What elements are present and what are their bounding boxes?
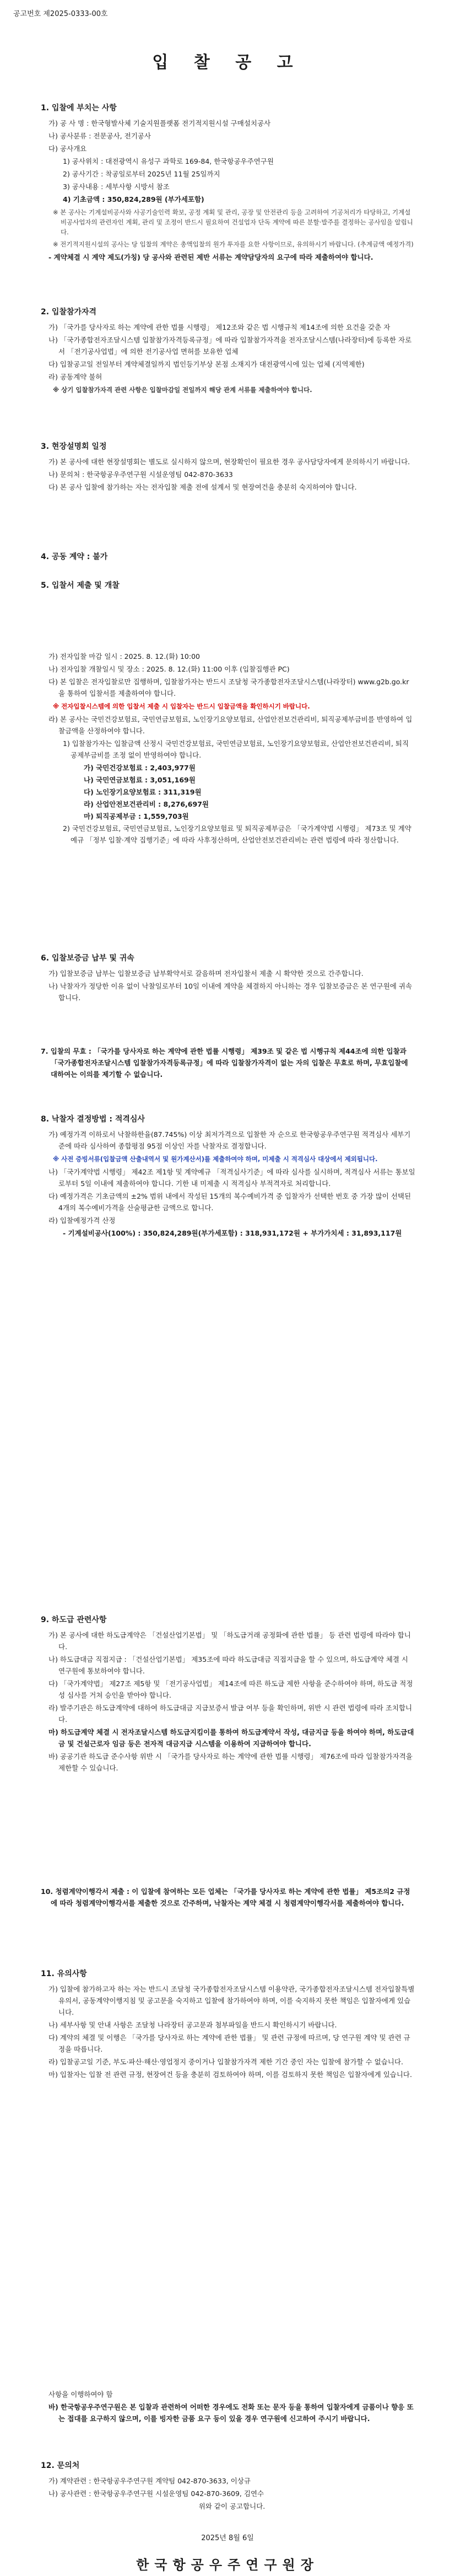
section-integrity-pledge	[41, 1886, 415, 1910]
list-item: 가) 본 공사에 대한 현장설명회는 별도로 실시하지 않으며, 현장확인이 필요한 경우 공사담당자에게 문의하시기 바랍니다.	[48, 458, 410, 466]
amount-row: 다) 노인장기요양보험료 : 311,319원	[84, 788, 202, 796]
section-heading: 12. 문의처	[41, 2461, 80, 2470]
list-item: 가) 본 공사에 대한 하도급계약은 「건설산업기본법」 및 「하도급거래 공정화에 관한 법률」 등 관련 법령에 따라야 합니다.	[48, 1631, 411, 1651]
section-site-briefing	[41, 441, 415, 494]
notice-number: 공고번호 제2025-0333-00호	[13, 10, 108, 18]
list-item: 가) 입찰보증금 납부는 입찰보증금 납부확약서로 갈음하며 전자입찰서 제출 시 확약한 것으로 간주합니다.	[48, 969, 364, 978]
list-item: 라) 입찰공고일 기준, 부도·파산·해산·영업정지 중이거나 입찰참가자격 제한 기간 중인 자는 입찰에 참가할 수 없습니다.	[48, 2058, 403, 2066]
section-submission-body	[41, 651, 415, 847]
list-item: 라) 발주기관은 하도급계약에 대하여 하도급대금 지급보증서 발급 여부 등을 확인하며, 위반 시 관련 법령에 따라 조치합니다.	[48, 1704, 413, 1724]
list-item: 2) 국민건강보험료, 국민연금보험료, 노인장기요양보험료 및 퇴직공제부금은 「국가계약법 시행령」 제73조 및 계약예규 「정부 입찰·계약 집행기준」에 따라 사후정산하며, 산업안전보건관리비는 관련 법령에 따라 정산합니다.	[63, 824, 411, 844]
list-item: 다) 본 입찰은 전자입찰로만 집행하며, 입찰참가자는 반드시 조달청 국가종합전자조달시스템(나라장터) www.g2b.go.kr을 통하여 입찰서를 제출하여야 합니다.	[48, 678, 409, 697]
section-heading: 3. 현장설명회 일정	[41, 442, 107, 451]
list-item: 마) 하도급계약 체결 시 전자조달시스템 하도급지킴이를 통하여 하도급계약서 작성, 대금지급 등을 하여야 하며, 하도급대금 및 건설근로자 임금 등은 전자적 대금지급 시스템을 이용하여 지급하여야 합니다.	[48, 1728, 414, 1748]
section-bid-items	[41, 103, 415, 264]
section-heading: 1. 입찰에 부치는 사항	[41, 104, 117, 112]
section-heading: 2. 입찰참가자격	[41, 308, 97, 316]
section-heading: 11. 유의사항	[41, 1969, 87, 1978]
contact-contract: 가) 계약관련 : 한국항공우주연구원 계약팀 042-870-3633, 이상규	[48, 2477, 251, 2485]
announcement-date: 2025년 8월 6일	[201, 2534, 254, 2542]
section-cautions	[41, 1968, 415, 2081]
section-heading: 10. 청렴계약이행각서 제출 : 이 입찰에 참여하는 모든 업체는 「국가를 당사자로 하는 계약에 관한 법률」 제5조의2 규정에 따라 청렴계약이행각서를 제출한 것으로 간주하며, 낙찰자는 계약 체결 시 청렴계약이행각서를 제출하여야 합니다.	[41, 1887, 410, 1907]
list-item: 가) 입찰에 참가하고자 하는 자는 반드시 조달청 국가종합전자조달시스템 이용약관, 국가종합전자조달시스템 전자입찰특별유의서, 공동계약이행지침 및 공고문을 숙지하고 입찰에 참가하여야 하며, 이를 숙지하지 못한 책임은 입찰자에게 있습니다.	[48, 1985, 415, 2016]
list-item: 라) 공동계약 불허	[48, 373, 102, 381]
amount-row: 라) 산업안전보건관리비 : 8,276,697원	[84, 800, 209, 808]
list-item: 나) 전자입찰 개찰일시 및 장소 : 2025. 8. 12.(화) 11:00 이후 (입찰집행관 PC)	[48, 665, 290, 673]
ethics-notice: 바) 한국항공우주연구원은 본 입찰과 관련하여 어떠한 경우에도 전화 또는 문자 등을 통하여 입찰자에게 금품이나 향응 또는 접대를 요구하지 않으며, 이를 빙자한 금품 요구 등이 있을 경우 연구원에 신고하여 주시기 바랍니다.	[48, 2403, 414, 2423]
list-item: 나) 「국가종합전자조달시스템 입찰참가자격등록규정」에 따라 입찰참가자격을 전자조달시스템(나라장터)에 등록한 자로서 「전기공사업법」에 의한 전기공사업 면허를 보유한 업체	[48, 336, 412, 356]
work-category: 나) 공사분류 : 전문공사, 전기공사	[48, 132, 151, 140]
section-heading: 5. 입찰서 제출 및 개찰	[41, 581, 120, 590]
announcement-closing: 위와 같이 공고합니다.	[198, 2502, 266, 2510]
section-heading: 7. 입찰의 무효 : 「국가를 당사자로 하는 계약에 관한 법률 시행령」 제39조 및 같은 법 시행규칙 제44조에 의한 입찰과 「국가종합전자조달시스템 입찰참가자격등록규정」에 따라 입찰참가자격이 없는 자의 입찰은 무효로 하며, 무효입찰에 대하여는 이의를 제기할 수 없습니다.	[41, 1047, 408, 1078]
list-item: 라) 입찰예정가격 산정	[48, 1216, 116, 1225]
note-text: ※ 전자입찰시스템에 의한 입찰서 제출 시 입찰자는 반드시 입찰금액을 확인하시기 바랍니다.	[53, 702, 310, 710]
section-eligibility	[41, 307, 415, 397]
base-amount: 4) 기초금액 : 350,824,289원 (부가세포함)	[63, 195, 204, 203]
list-item: 다) 예정가격은 기초금액의 ±2% 범위 내에서 작성된 15개의 복수예비가격 중 입찰자가 선택한 번호 중 가장 많이 선택된 4개의 복수예비가격을 산술평균한 금액으로 합니다.	[48, 1192, 411, 1212]
section-bid-bond	[41, 953, 415, 1005]
list-item: 라) 본 공사는 국민건강보험료, 국민연금보험료, 노인장기요양보험료, 산업안전보건관리비, 퇴직공제부금비를 반영하여 입찰금액을 산정하여야 합니다.	[48, 715, 413, 735]
project-name: 가) 공 사 명 : 한국형발사체 기술지원플랫폼 전기적지원시설 구매설치공사	[48, 119, 271, 127]
list-item: 나) 낙찰자가 정당한 이유 없이 낙찰일로부터 10일 이내에 계약을 체결하지 아니하는 경우 입찰보증금은 본 연구원에 귀속합니다.	[48, 982, 412, 1002]
list-item: 가) 예정가격 이하로서 낙찰하한율(87.745%) 이상 최저가격으로 입찰한 자 순으로 한국항공우주연구원 적격심사 세부기준에 따라 심사하여 종합평점 95점 이상인 자를 낙찰자로 결정합니다.	[48, 1130, 411, 1150]
note-text: ※ 전기적지원시설의 공사는 당 입찰의 계약은 총액입찰의 원가 투자를 요한 사항이므로, 유의하시기 바랍니다. (추계금액 예정가격)	[53, 240, 414, 248]
list-item: 나) 세부사항 및 안내 사항은 조달청 나라장터 공고문과 첨부파일을 반드시 확인하시기 바랍니다.	[48, 2021, 337, 2029]
list-item: 나) 하도급대금 직접지급 : 「건설산업기본법」 제35조에 따라 하도급대금 직접지급을 할 수 있으며, 하도급계약 체결 시 연구원에 통보하여야 합니다.	[48, 1655, 408, 1675]
section-heading: 8. 낙찰자 결정방법 : 적격심사	[41, 1115, 145, 1124]
amount-row: 가) 국민건강보험료 : 2,403,977원	[84, 764, 196, 772]
list-item: 다) 「국가계약법」 제27조 제5항 및 「전기공사업법」 제14조에 따른 하도급 제한 사항을 준수하여야 하며, 하도급 적정성 심사를 거쳐 승인을 받아야 합니다.	[48, 1679, 413, 1699]
list-item: 1) 입찰참가자는 입찰금액 산정시 국민건강보험료, 국민연금보험료, 노인장기요양보험료, 산업안전보건관리비, 퇴직공제부금비를 조정 없이 반영하여야 합니다.	[63, 739, 409, 759]
amount-row: - 기계설비공사(100%) : 350,824,289원(부가세포함) : 318,931,172원 + 부가가치세 : 31,893,117원	[63, 1229, 402, 1237]
section-contact	[41, 2460, 415, 2513]
list-item: 마) 입찰자는 입찰 전 관련 규정, 현장여건 등을 충분히 검토하여야 하며, 이를 검토하지 못한 책임은 입찰자에게 있습니다.	[48, 2070, 412, 2079]
post-note: - 계약체결 시 계약 제도(가칭) 당 공사와 관련된 제반 서류는 계약담당자의 요구에 따라 제출하여야 합니다.	[48, 253, 373, 261]
work-period: 2) 공사기간 : 착공일로부터 2025년 11월 25일까지	[63, 170, 220, 178]
section-subcontract	[41, 1614, 415, 1775]
list-item: 다) 입찰공고일 전일부터 계약체결일까지 법인등기부상 본점 소재지가 대전광역시에 있는 업체 (지역제한)	[48, 360, 365, 368]
amount-row: 마) 퇴직공제부금 : 1,559,703원	[84, 812, 189, 820]
work-overview: 다) 공사개요	[48, 144, 87, 153]
note-text: ※ 사전 증빙서류(입찰금액 산출내역서 및 원가계산서)를 제출하여야 하며, 미제출 시 적격심사 대상에서 제외됩니다.	[53, 1155, 378, 1163]
section-invalid-bids	[41, 1045, 415, 1081]
section-submission	[41, 580, 415, 595]
section-award-method	[41, 1114, 415, 1240]
list-item: 가) 전자입찰 마감 일시 : 2025. 8. 12.(화) 10:00	[48, 652, 200, 661]
note-text: ※ 본 공사는 기계설비공사와 사공기술인력 확보, 공정 계획 및 관리, 공장 및 안전관리 등을 고려하여 기공처리가 타당하고, 기계설비공사업자의 관련자인 계획, 관리 및 조정이 반드시 필요하여 건설업자 단독 계약에 따른 분할·발주를 결정하는 공사임을 알립니다.	[53, 208, 413, 236]
list-item: 다) 계약의 체결 및 이행은 「국가를 당사자로 하는 계약에 관한 법률」 및 관련 규정에 따르며, 당 연구원 계약 및 관련 규정을 따릅니다.	[48, 2033, 410, 2053]
work-content: 3) 공사내용 : 세부사항 시방서 참조	[63, 183, 170, 191]
contact-construction: 나) 공사관련 : 한국항공우주연구원 시설운영팀 042-870-3609, 김연수	[48, 2489, 264, 2498]
page-title: 입 찰 공 고	[152, 53, 303, 72]
list-item: 다) 본 공사 입찰에 참가하는 자는 전자입찰 제출 전에 설계서 및 현장여건을 충분히 숙지하여야 합니다.	[48, 483, 357, 491]
amount-row: 나) 국민연금보험료 : 3,051,169원	[84, 776, 196, 784]
list-item: 사항을 이행하여야 함	[48, 2390, 113, 2398]
work-location: 1) 공사위치 : 대전광역시 유성구 과학로 169-84, 한국항공우주연구원	[63, 157, 274, 165]
section-heading: 6. 입찰보증금 납부 및 귀속	[41, 954, 134, 963]
section-cautions-continued	[41, 2389, 415, 2425]
note-text: ※ 상기 입찰참가자격 관련 사항은 입찰마감일 전일까지 해당 관계 서류를 제출하여야 합니다.	[53, 386, 312, 394]
section-joint-contract	[41, 551, 415, 566]
list-item: 나) 문의처 : 한국항공우주연구원 시설운영팀 042-870-3633	[48, 470, 233, 479]
section-heading: 4. 공동 계약 : 불가	[41, 552, 108, 561]
section-heading: 9. 하도급 관련사항	[41, 1616, 107, 1624]
list-item: 나) 「국가계약법 시행령」 제42조 제1항 및 계약예규 「적격심사기준」에 따라 심사를 실시하며, 적격심사 서류는 통보일로부터 5일 이내에 제출하여야 합니다. 기한 내 미제출 시 적격심사 부적격자로 처리합니다.	[48, 1168, 415, 1188]
issuing-organization: 한국항공우주연구원장	[136, 2557, 319, 2573]
list-item: 가) 「국가를 당사자로 하는 계약에 관한 법률 시행령」 제12조와 같은 법 시행규칙 제14조에 의한 요건을 갖춘 자	[48, 323, 391, 331]
list-item: 바) 공공기관 하도급 준수사항 위반 시 「국가를 당사자로 하는 계약에 관한 법률 시행령」 제76조에 따라 입찰참가자격을 제한할 수 있습니다.	[48, 1752, 413, 1772]
